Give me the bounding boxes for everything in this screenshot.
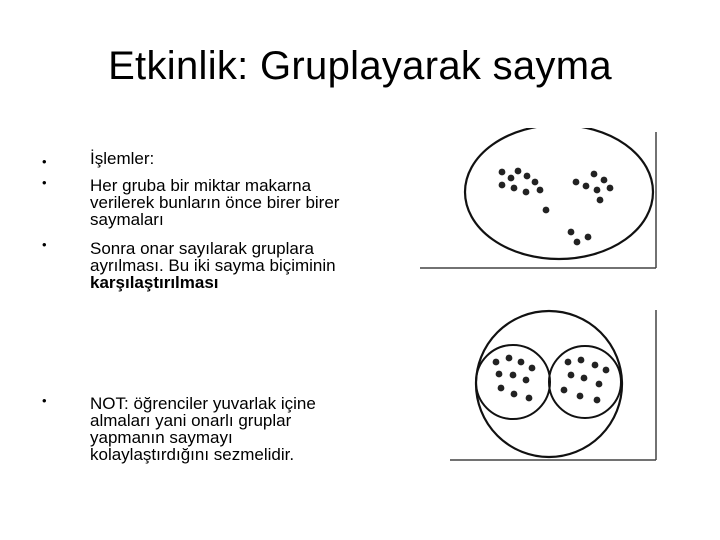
bullet-item-islemler: İşlemler: — [90, 149, 155, 168]
pasta-dot — [574, 239, 581, 246]
bullet-item-description: Her gruba bir miktar makarna verilerek bunların önce birer birer saymaları — [90, 176, 340, 229]
pasta-dot — [601, 177, 608, 184]
group-circle-right — [549, 346, 621, 418]
pasta-dot — [573, 179, 580, 186]
pasta-dot — [496, 371, 503, 378]
pasta-dot — [597, 197, 604, 204]
bullet-marker: • — [42, 393, 47, 408]
pasta-dot — [518, 359, 525, 366]
pasta-dot — [498, 385, 505, 392]
pasta-dot — [524, 173, 531, 180]
pasta-dot — [511, 391, 518, 398]
pasta-dot — [596, 381, 603, 388]
ungrouped-dots — [499, 168, 614, 246]
pasta-dot — [499, 169, 506, 176]
pasta-dot — [526, 395, 533, 402]
pasta-dot — [592, 362, 599, 369]
pasta-dot — [594, 397, 601, 404]
slide-title: Etkinlik: Gruplayarak sayma — [108, 44, 612, 88]
pasta-dot — [568, 229, 575, 236]
pasta-dot — [493, 359, 500, 366]
pasta-dot — [508, 175, 515, 182]
pasta-dot — [511, 185, 518, 192]
pasta-dot — [578, 357, 585, 364]
pasta-dot — [577, 393, 584, 400]
pasta-dot — [583, 183, 590, 190]
pasta-dot — [585, 234, 592, 241]
pasta-dot — [543, 207, 550, 214]
pasta-dot — [565, 359, 572, 366]
pasta-dot — [499, 182, 506, 189]
grouped-dots-figure — [450, 308, 660, 464]
bullet-item-note: NOT: öğrenciler yuvarlak içine almaları yani onarlı gruplar yapmanın saymayı kolaylaştırdığını sezmelidir. — [90, 394, 316, 464]
pasta-dot — [529, 365, 536, 372]
pasta-dot — [506, 355, 513, 362]
pasta-dot — [561, 387, 568, 394]
comparison-bold-text: karşılaştırılması — [90, 273, 219, 292]
bullet-marker: • — [42, 154, 47, 169]
pasta-dot — [515, 168, 522, 175]
pasta-dot — [591, 171, 598, 178]
pasta-dot — [523, 189, 530, 196]
ungrouped-oval — [465, 128, 653, 259]
pasta-dot — [594, 187, 601, 194]
pasta-dot — [603, 367, 610, 374]
pasta-dot — [607, 185, 614, 192]
pasta-dot — [510, 372, 517, 379]
ungrouped-dots-figure — [418, 128, 660, 273]
pasta-dot — [581, 375, 588, 382]
pasta-dot — [532, 179, 539, 186]
pasta-dot — [537, 187, 544, 194]
comparison-text: Sonra onar sayılarak gruplara ayrılması. Bu iki sayma biçiminin — [90, 239, 336, 275]
group-circle-left — [476, 345, 550, 419]
pasta-dot — [523, 377, 530, 384]
pasta-dot — [568, 372, 575, 379]
bullet-item-comparison — [90, 240, 350, 291]
bullet-marker: • — [42, 175, 47, 190]
bullet-marker: • — [42, 237, 47, 252]
